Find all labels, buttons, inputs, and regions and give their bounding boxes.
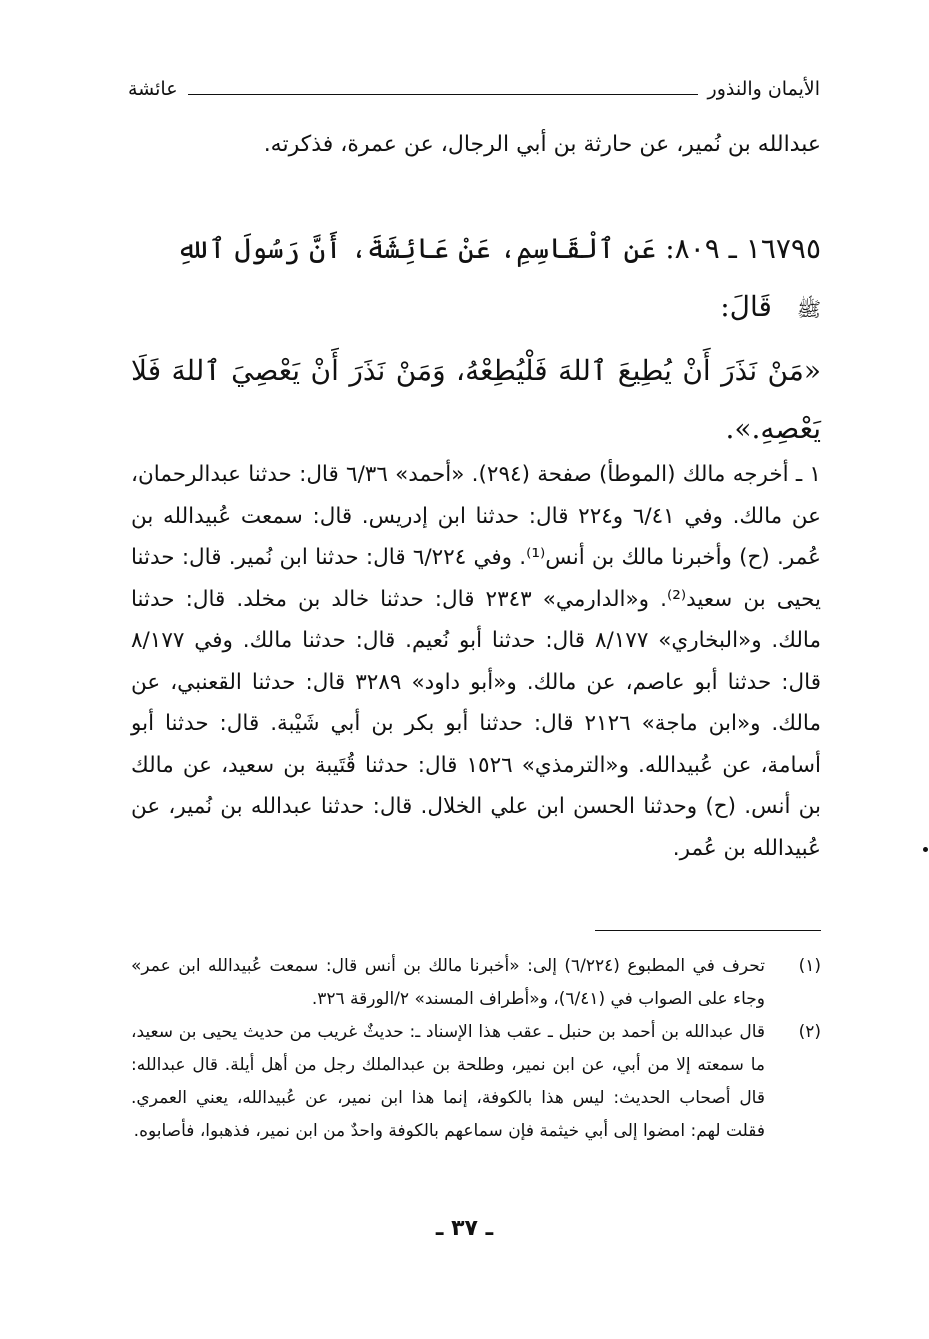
footnote-1	[131, 950, 821, 1016]
hadith-isnad: ١٦٧٩٥ ـ ٨٠٩: عَنِ ٱلْقَاسِمِ، عَنْ عَائِشَةَ، أَنَّ رَسُولَ ٱللهِ	[176, 232, 821, 265]
hadith-qal: قَالَ:	[720, 290, 772, 323]
intro-paragraph: عبدالله بن نُمير، عن حارثة بن أبي الرجال، عن عمرة، فذكرته.	[263, 132, 821, 157]
footnote-number: (٢)	[798, 1022, 821, 1042]
book-title: الأيمان والنذور	[707, 78, 820, 100]
footnotes	[131, 950, 821, 1148]
footnote-text: قال عبدالله بن أحمد بن حنبل ـ عقب هذا الإسناد ـ: حديثٌ غريب من حديث يحيى بن سعيد، ما سمعته إلا من أبي، عن ابن نمير، وطلحة بن عبدالملك رجل من أهل أيلة. قال عبدالله: قال أصحاب الحديث: ليس هذا بالكوفة، إنما هذا ابن نمير، عن عُبيدالله، يعني العمري. فقلت لهم: امضوا إلى أبي خيثمة فإن سماعهم بالكوفة واحدٌ من ابن نمير، فذهبوا، فأصابوه.	[131, 1022, 765, 1141]
section-name: عائشة	[128, 78, 178, 100]
footnote-text: تحرف في المطبوع (٦/٢٢٤) إلى: «أخبرنا مالك بن أنس قال: سمعت عُبيدالله ابن عمر» وجاء على الصواب في (٦/٤١)، و«أطراف المسند» ٢/الورقة ٣٢٦.	[131, 956, 765, 1009]
hadith-block	[131, 220, 821, 458]
footnote-2	[131, 1016, 821, 1148]
hadith-qal-line	[131, 278, 821, 338]
salawat-glyph: ﷺ	[796, 297, 821, 321]
hadith-matn: «مَنْ نَذَرَ أَنْ يُطِيعَ ٱللهَ فَلْيُطِعْهُ، وَمَنْ نَذَرَ أَنْ يَعْصِيَ ٱللهَ فَلَا يَعْصِهِ.».	[131, 354, 821, 445]
takhrij-paragraph: ١ ـ أخرجه مالك (الموطأ) صفحة (٢٩٤). «أحمد» ٦/٣٦ قال: حدثنا عبدالرحمان، عن مالك. وفي ٦/٤١ و٢٢٤ قال: حدثنا ابن إدريس. قال: سمعت عُبيدالله بن عُمر. (ح) وأخبرنا مالك بن أنس⁽¹⁾. وفي ٦/٢٢٤ قال: حدثنا ابن نُمير. قال: حدثنا يحيى بن سعيد⁽²⁾. و«الدارمي» ٢٣٤٣ قال: حدثنا خالد بن مخلد. قال: حدثنا مالك. و«البخاري» ٨/١٧٧ قال: حدثنا أبو نُعيم. قال: حدثنا مالك. وفي ٨/١٧٧ قال: حدثنا أبو عاصم، عن مالك. و«أبو داود» ٣٢٨٩ قال: حدثنا القعنبي، عن مالك. و«ابن ماجة» ٢١٢٦ قال: حدثنا أبو بكر بن أبي شَيْبة. قال: حدثنا أبو أسامة، عن عُبيدالله. و«الترمذي» ١٥٢٦ قال: حدثنا قُتَيبة بن سعيد، عن مالك بن أنس. (ح) وحدثنا الحسن ابن علي الخلال. قال: حدثنا عبدالله بن نُمير، عن عُبيدالله بن عُمر.	[131, 462, 822, 861]
header-rule	[188, 94, 698, 95]
margin-mark	[923, 847, 928, 852]
page-number: ـ ٣٧ ـ	[435, 1216, 494, 1241]
footnote-divider	[595, 930, 821, 931]
running-header	[128, 72, 820, 106]
footnote-number: (١)	[798, 956, 821, 976]
